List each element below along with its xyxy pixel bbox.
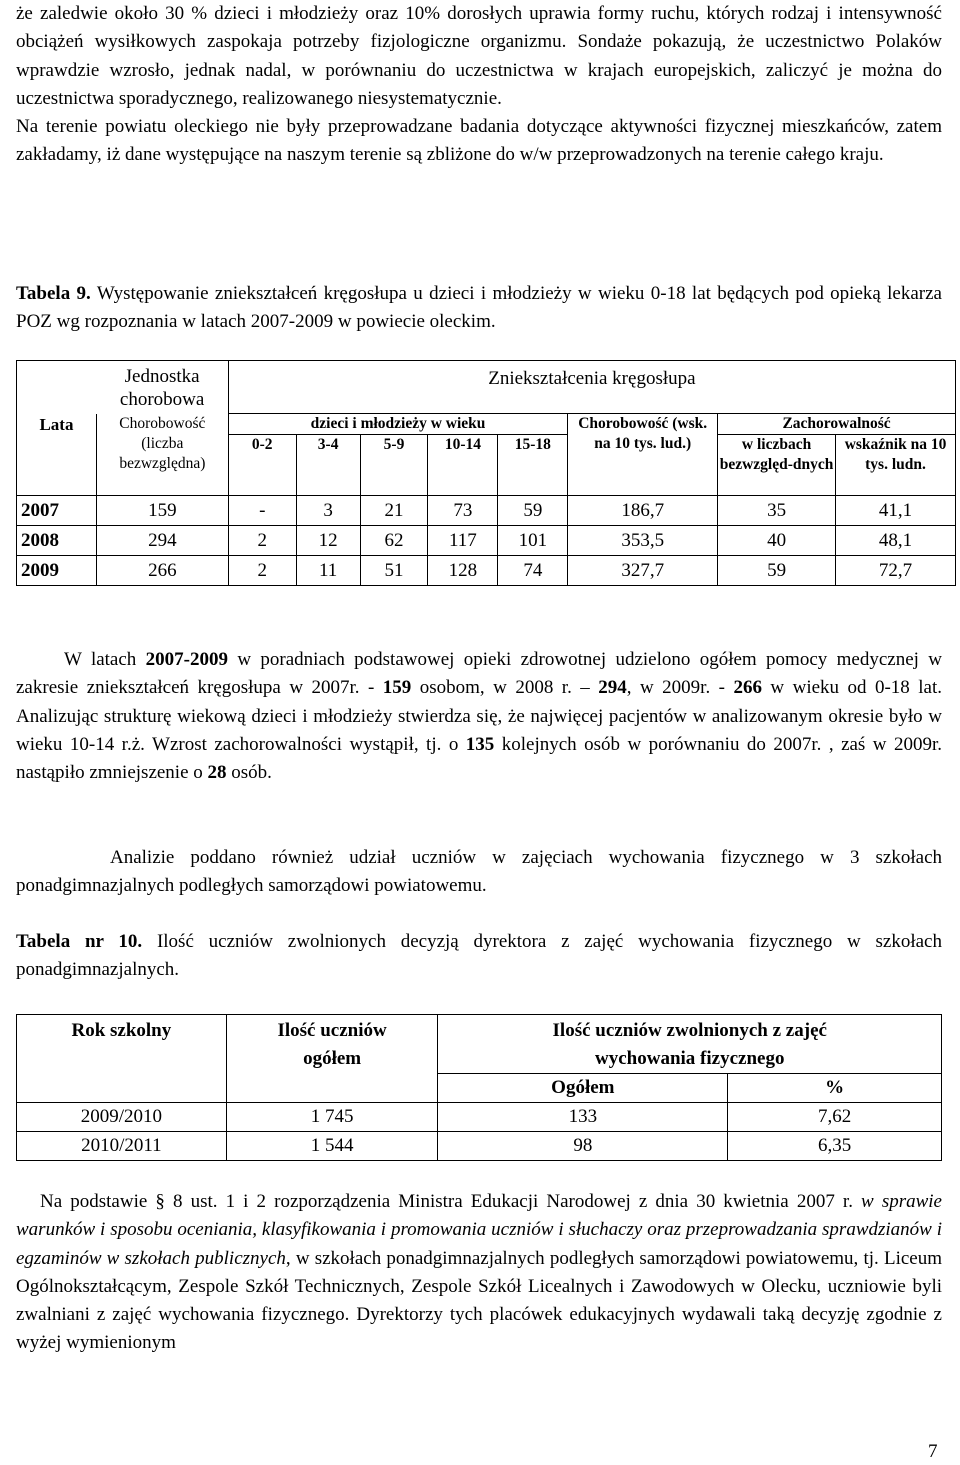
table9: [16, 360, 956, 586]
t9-age-value: 2: [228, 526, 296, 556]
table-row: [17, 496, 956, 526]
page-number: 7: [928, 1441, 938, 1462]
t9-age-15-18: 15-18: [498, 435, 568, 496]
t10-pct: 7,62: [728, 1103, 942, 1132]
t9-incidence: 35: [718, 496, 836, 526]
t9-incidence: 40: [718, 526, 836, 556]
t9-header-w-liczbach: w liczbach bezwzględ-dnych: [718, 435, 836, 496]
t9-age-value: 59: [498, 496, 568, 526]
t10-total: 1 745: [226, 1103, 438, 1132]
t9-age-value: 62: [360, 526, 428, 556]
t9-header-chorobowosc-liczba: Chorobowość (liczba bezwzględna): [96, 414, 228, 496]
table9-caption: [16, 280, 942, 337]
t10-year: 2009/2010: [17, 1103, 227, 1132]
table9-caption-label: Tabela 9.: [16, 283, 91, 304]
table-row: [17, 526, 956, 556]
t9-header-dzieci: dzieci i młodzieży w wieku: [228, 414, 567, 435]
paragraph-3: W latach 2007-2009 w poradniach podstawowej opieki zdrowotnej udzielono ogółem pomocy medycznej w zakresie zniekształceń kręgosłupa w 2007r. - 159 osobom, w 2008 r. – 294, w 2009r. - 266 w wieku od 0-18 lat. Analizując strukturę wiekową dzieci i młodzieży stwierdza się, że najwięcej pacjentów w analizowanym okresie było w wieku 10-14 r.ż. Wzrost zachorowalności wystąpił, tj. o 135 kolejnych osób w porównaniu do 2007r. , zaś w 2009r. nastąpiło zmniejszenie o 28 osób.: [16, 649, 942, 784]
t9-header-lata: Lata: [17, 414, 97, 496]
intro-paragraph-1: że zaledwie około 30 % dzieci i młodzieży oraz 10% dorosłych uprawia formy ruchu, których rodzaj i intensywność obciążeń wysiłkowych zaspokaja potrzeby fizjologiczne organizmu. Sondaże pokazują, że uczestnictwo Polaków wprawdzie wzrosło, jednak nadal, w porównaniu do uczestnictwa w krajach europejskich, zaliczyć je można do uczestnictwa sporadycznego, realizowanego niesystematycznie.: [16, 3, 942, 109]
table-row: [17, 556, 956, 586]
t9-age-value: 3: [296, 496, 360, 526]
t9-age-value: 2: [228, 556, 296, 586]
table9-caption-text: Występowanie zniekształceń kręgosłupa u dzieci i młodzieży w wieku 0-18 lat będących pod opieką lekarza POZ wg rozpoznania w latach 2007-2009 w powiecie oleckim.: [16, 283, 942, 333]
t10-exempt: 133: [438, 1103, 728, 1132]
t9-age-value: 74: [498, 556, 568, 586]
t9-age-value: 51: [360, 556, 428, 586]
table10-caption: [16, 928, 942, 985]
t9-total: 159: [96, 496, 228, 526]
t9-age-value: 11: [296, 556, 360, 586]
t10-header-ilosc: Ilość uczniów ogółem: [226, 1015, 438, 1103]
t9-header-zachorowalnosc: Zachorowalność: [718, 414, 956, 435]
table-row: [17, 1103, 942, 1132]
t9-incidence-rate: 48,1: [836, 526, 956, 556]
t9-year: 2009: [17, 556, 97, 586]
t9-age-value: 73: [428, 496, 498, 526]
t9-age-value: 117: [428, 526, 498, 556]
t9-incidence-rate: 41,1: [836, 496, 956, 526]
t9-year: 2007: [17, 496, 97, 526]
t10-total: 1 544: [226, 1132, 438, 1161]
table10-caption-text: Ilość uczniów zwolnionych decyzją dyrektora z zajęć wychowania fizycznego w szkołach ponadgimnazjalnych.: [16, 931, 942, 981]
t9-incidence: 59: [718, 556, 836, 586]
t9-age-value: 12: [296, 526, 360, 556]
table10-caption-label: Tabela nr 10.: [16, 931, 143, 952]
t9-age-5-9: 5-9: [360, 435, 428, 496]
t9-header-jednostka: Jednostka chorobowa: [96, 361, 228, 414]
t10-year: 2010/2011: [17, 1132, 227, 1161]
t9-rate: 353,5: [568, 526, 718, 556]
t9-age-0-2: 0-2: [228, 435, 296, 496]
paragraph-4: Analizie poddano również udział uczniów w zajęciach wychowania fizycznego w 3 szkołach ponadgimnazjalnych podległych samorządowi powiatowemu.: [16, 847, 942, 897]
t10-header-rok: Rok szkolny: [17, 1015, 227, 1103]
t9-age-value: 128: [428, 556, 498, 586]
intro-paragraph-2: Na terenie powiatu oleckiego nie były przeprowadzane badania dotyczące aktywności fizycznej mieszkańców, zatem zakładamy, iż dane występujące na naszym terenie są zbliżone do w/w przeprowadzonych na terenie całego kraju.: [16, 116, 942, 166]
t9-rate: 186,7: [568, 496, 718, 526]
t9-total: 294: [96, 526, 228, 556]
t9-header-wskaznik: wskaźnik na 10 tys. ludn.: [836, 435, 956, 496]
t9-header-chorobowosc-wsk: Chorobowość (wsk. na 10 tys. lud.): [568, 414, 718, 496]
table10: [16, 1014, 942, 1161]
table-row: [17, 1132, 942, 1161]
t9-incidence-rate: 72,7: [836, 556, 956, 586]
t9-age-value: 101: [498, 526, 568, 556]
intro-section: [16, 0, 942, 170]
t9-age-3-4: 3-4: [296, 435, 360, 496]
t9-age-value: -: [228, 496, 296, 526]
t9-rate: 327,7: [568, 556, 718, 586]
t9-age-10-14: 10-14: [428, 435, 498, 496]
t10-exempt: 98: [438, 1132, 728, 1161]
paragraph-5: Na podstawie § 8 ust. 1 i 2 rozporządzenia Ministra Edukacji Narodowej z dnia 30 kwietnia 2007 r. w sprawie warunków i sposobu oceniania, klasyfikowania i promowania uczniów i słuchaczy oraz przeprowadzania sprawdzianów i egzaminów w szkołach publicznych, w szkołach ponadgimnazjalnych podległych samorządowi powiatowemu, tj. Liceum Ogólnokształcącym, Zespole Szkół Technicznych, Zespole Szkół Licealnych i Zawodowych w Olecku, uczniowie byli zwalniani z zajęć wychowania fizycznego. Dyrektorzy tych placówek edukacyjnych wydawali taką decyzję zgodnie z wyżej wymienionym: [16, 1191, 942, 1354]
t9-age-value: 21: [360, 496, 428, 526]
t9-header-empty: [17, 361, 97, 414]
t9-header-zniekszt: Zniekształcenia kręgosłupa: [228, 361, 955, 414]
t10-header-pct: %: [728, 1074, 942, 1103]
t9-year: 2008: [17, 526, 97, 556]
t9-total: 266: [96, 556, 228, 586]
t10-header-zwolnionych: Ilość uczniów zwolnionych z zajęć wychowania fizycznego: [438, 1015, 942, 1074]
t10-pct: 6,35: [728, 1132, 942, 1161]
t10-header-ogolem: Ogółem: [438, 1074, 728, 1103]
